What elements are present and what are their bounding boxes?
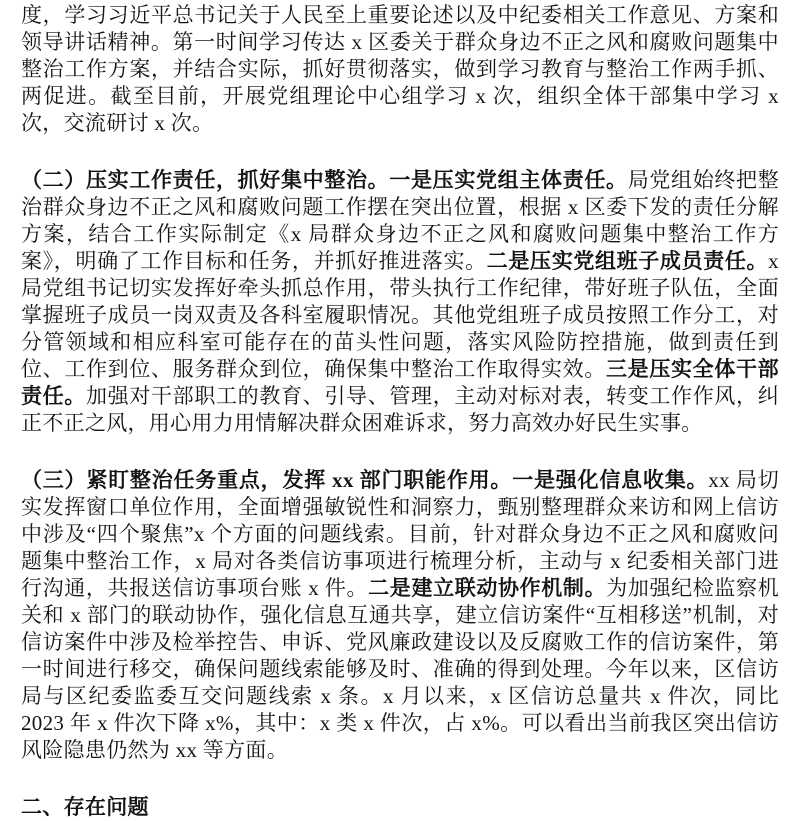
paragraph-3 — [21, 467, 779, 764]
bold-text-run: （二）压实工作责任，抓好集中整治。一是压实党组主体责任。 — [21, 168, 628, 192]
paragraph-4 — [21, 794, 779, 821]
text-run: 加强对干部职工的教育、引导、管理，主动对标对表，转变工作作风，纠正不正之风，用心用力用情解决群众困难诉求，努力高效办好民生实事。 — [21, 384, 779, 435]
bold-text-run: （三）紧盯整治任务重点，发挥 xx 部门职能作用。一是强化信息收集。 — [21, 468, 709, 492]
text-run: x 局党组书记切实发挥好牵头抓总作用，带头执行工作纪律，带好班子队伍，全面掌握班子成员一岗双责及各科室履职情况。其他党组班子成员按照工作分工，对分管领域和相应科室可能存在的苗头性问题，落实风险防控措施，做到责任到位、工作到位、服务群众到位，确保集中整治工作取得实效。 — [21, 249, 779, 381]
text-run: 局党组始终把整治群众身边不正之风和腐败问题工作摆在突出位置，根据 x 区委下发的责任分解方案，结合工作实际制定《x 局群众身边不正之风和腐败问题集中整治工作方案》，明确了工作目标和任务，并抓好推进落实。 — [21, 168, 779, 273]
bold-text-run: 二是压实党组班子成员责任。 — [486, 249, 769, 273]
text-run: xx 局切实发挥窗口单位作用，全面增强敏锐性和洞察力，甄别整理群众来访和网上信访中涉及“四个聚焦”x 个方面的问题线索。目前，针对群众身边不正之风和腐败问题集中整治工作，x 局对各类信访事项进行梳理分析，主动与 x 纪委相关部门进行沟通，共报送信访事项台账 x 件。 — [21, 468, 780, 600]
text-run: 度，学习习近平总书记关于人民至上重要论述以及中纪委相关工作意见、方案和领导讲话精神。第一时间学习传达 x 区委关于群众身边不正之风和腐败问题集中整治工作方案，并结合实际，抓好贯彻落实，做到学习教育与整治工作两手抓、两促进。截至目前，开展党组理论中心组学习 x 次，组织全体干部集中学习 x 次，交流研讨 x 次。 — [21, 3, 779, 135]
bold-text-run: 三是压实全体干部责任。 — [21, 357, 779, 408]
paragraph-2 — [21, 167, 779, 437]
bold-text-run: 二、存在问题 — [21, 795, 149, 819]
text-run: 为加强纪检监察机关和 x 部门的联动协作，强化信息互通共享，建立信访案件“互相移送”机制，对信访案件中涉及检举控告、申诉、党风廉政建设以及反腐败工作的信访案件，第一时间进行移交，确保问题线索能够及时、准确的得到处理。今年以来，区信访局与区纪委监委互交问题线索 x 条。x 月以来，x 区信访总量共 x 件次，同比 2023 年 x 件次下降 x%，其中：x 类 x 件次，占 x%。可以看出当前我区突出信访风险隐患仍然为 xx 等方面。 — [21, 576, 779, 762]
bold-text-run: 二是建立联动协作机制。 — [368, 576, 607, 600]
paragraph-1 — [21, 2, 779, 137]
